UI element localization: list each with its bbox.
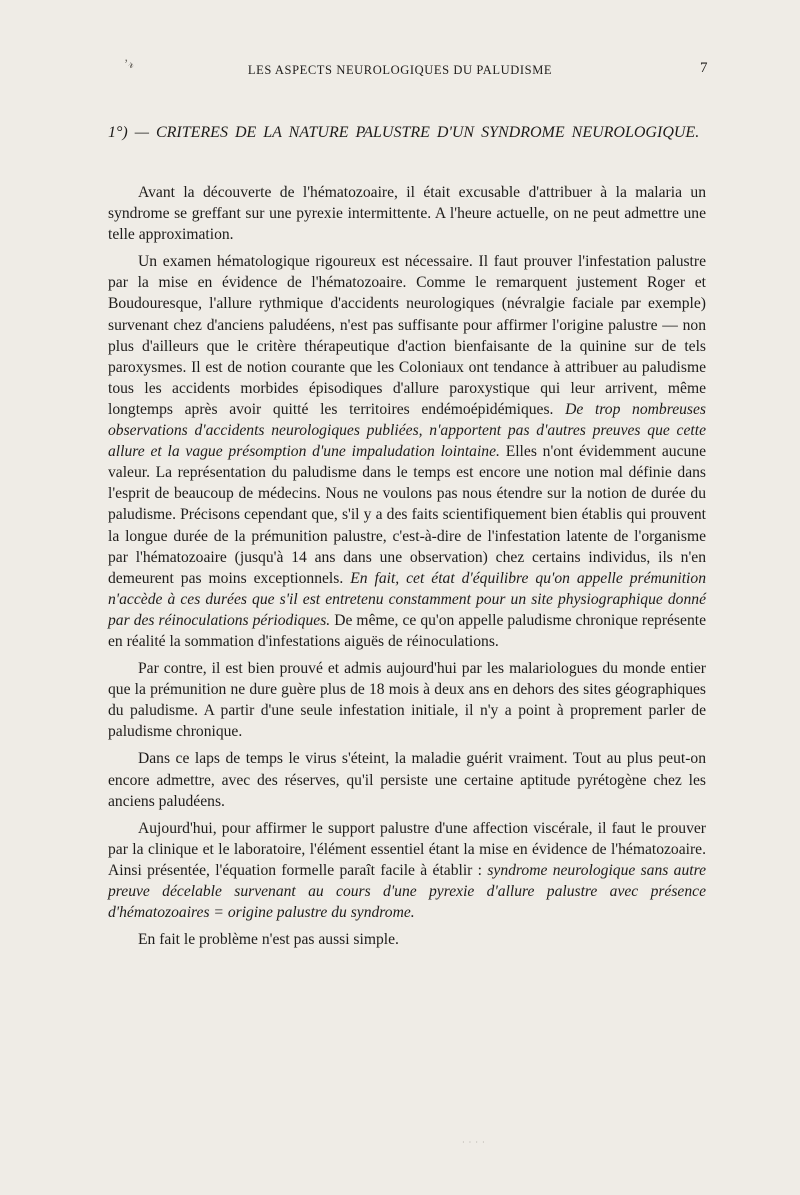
paragraph-2-part-e: De même, ce qu'on appelle paludisme chronique représente en réalité la sommation d'infestations aiguës de réinoculations.: [108, 611, 706, 650]
bottom-stray-mark: · · · ·: [462, 1138, 486, 1147]
paragraph-5-part-a: Aujourd'hui, pour affirmer le support palustre d'une affection viscérale, il faut le prouver par la clinique et le laboratoire, l'élément essentiel étant la mise en évidence de l'hématozoaire. Ainsi présentée, l'équation formelle paraît facile à établir :: [108, 819, 706, 879]
section-heading: 1°) — CRITERES DE LA NATURE PALUSTRE D'UN SYNDROME NEUROLOGIQUE.: [108, 124, 700, 141]
paragraph-5-equation: syndrome neurologique sans autre preuve décelable survenant au cours d'une pyrexie d'allure palustre avec présence d'hématozoaires = origine palustre du syndrome.: [108, 861, 707, 922]
margin-mark: ʼ𝓇: [124, 56, 134, 71]
paragraph-6: En fait le problème n'est pas aussi simple.: [138, 931, 399, 949]
paragraph-2-italic-b: De trop nombreuses observations d'accidents neurologiques publiées, n'apportent pas d'autres preuves que cette allure et la vague présomption d'une impaludation lointaine.: [108, 400, 706, 461]
page-number: 7: [700, 60, 708, 76]
paragraph-4: Dans ce laps de temps le virus s'éteint, la maladie guérit vraiment. Tout au plus peut-on encore admettre, avec des réserves, qu'il persiste une certaine aptitude pyrétogène chez les anciens paludéens.: [108, 750, 706, 810]
paragraph-1: Avant la découverte de l'hématozoaire, il était excusable d'attribuer à la malaria un syndrome se greffant sur une pyrexie intermittente. A l'heure actuelle, on ne peut admettre une telle approximation.: [108, 184, 706, 244]
paragraph-2-part-a: Un examen hématologique rigoureux est nécessaire. Il faut prouver l'infestation palustre par la mise en évidence de l'hématozoaire. Comme le remarquent justement Roger et Boudouresque, l'allure rythmique d'accidents neurologiques (névralgie faciale par exemple) survenant chez d'anciens paludéens, n'est pas suffisante pour affirmer l'origine palustre — non plus d'ailleurs que le critère thérapeutique d'action bienfaisante de la quinine sur de tels paroxysmes. Il est de notion courante que les Coloniaux ont tendance à attribuer au paludisme tous les accidents morbides épisodiques d'allure paroxystique qui leur arrivent, même longtemps après avoir quitté les territoires endémoépidémiques.: [108, 253, 706, 418]
body-text: [108, 182, 706, 956]
running-header: LES ASPECTS NEUROLOGIQUES DU PALUDISME: [247, 63, 553, 77]
paragraph-3: Par contre, il est bien prouvé et admis aujourd'hui par les malariologues du monde entier que la prémunition ne dure guère plus de 18 mois à deux ans en dehors des sites géographiques du paludisme. A partir d'une seule infestation initiale, il n'y a point à proprement parler de paludisme chronique.: [108, 660, 706, 741]
paragraph-2-italic-d: En fait, cet état d'équilibre qu'on appelle prémunition n'accède à ces durées que s'il est entretenu constamment pour un site physiographique donné par des réinoculations périodiques.: [108, 569, 706, 629]
paragraph-5: [108, 818, 706, 923]
paragraph-2: [108, 251, 706, 652]
paragraph-2-part-c: Elles n'ont évidemment aucune valeur. La représentation du paludisme dans le temps est encore une notion mal définie dans l'esprit de beaucoup de médecins. Nous ne voulons pas nous étendre sur la notion de durée du paludisme. Précisons cependant que, s'il y a des faits scientifiquement bien établis qui prouvent la longue durée de la prémunition palustre, c'est-à-dire de l'infestation latente de l'organisme par l'hématozoaire (jusqu'à 14 ans dans une observation) chez certains individus, ils n'en demeurent pas moins exceptionnels.: [108, 443, 707, 587]
